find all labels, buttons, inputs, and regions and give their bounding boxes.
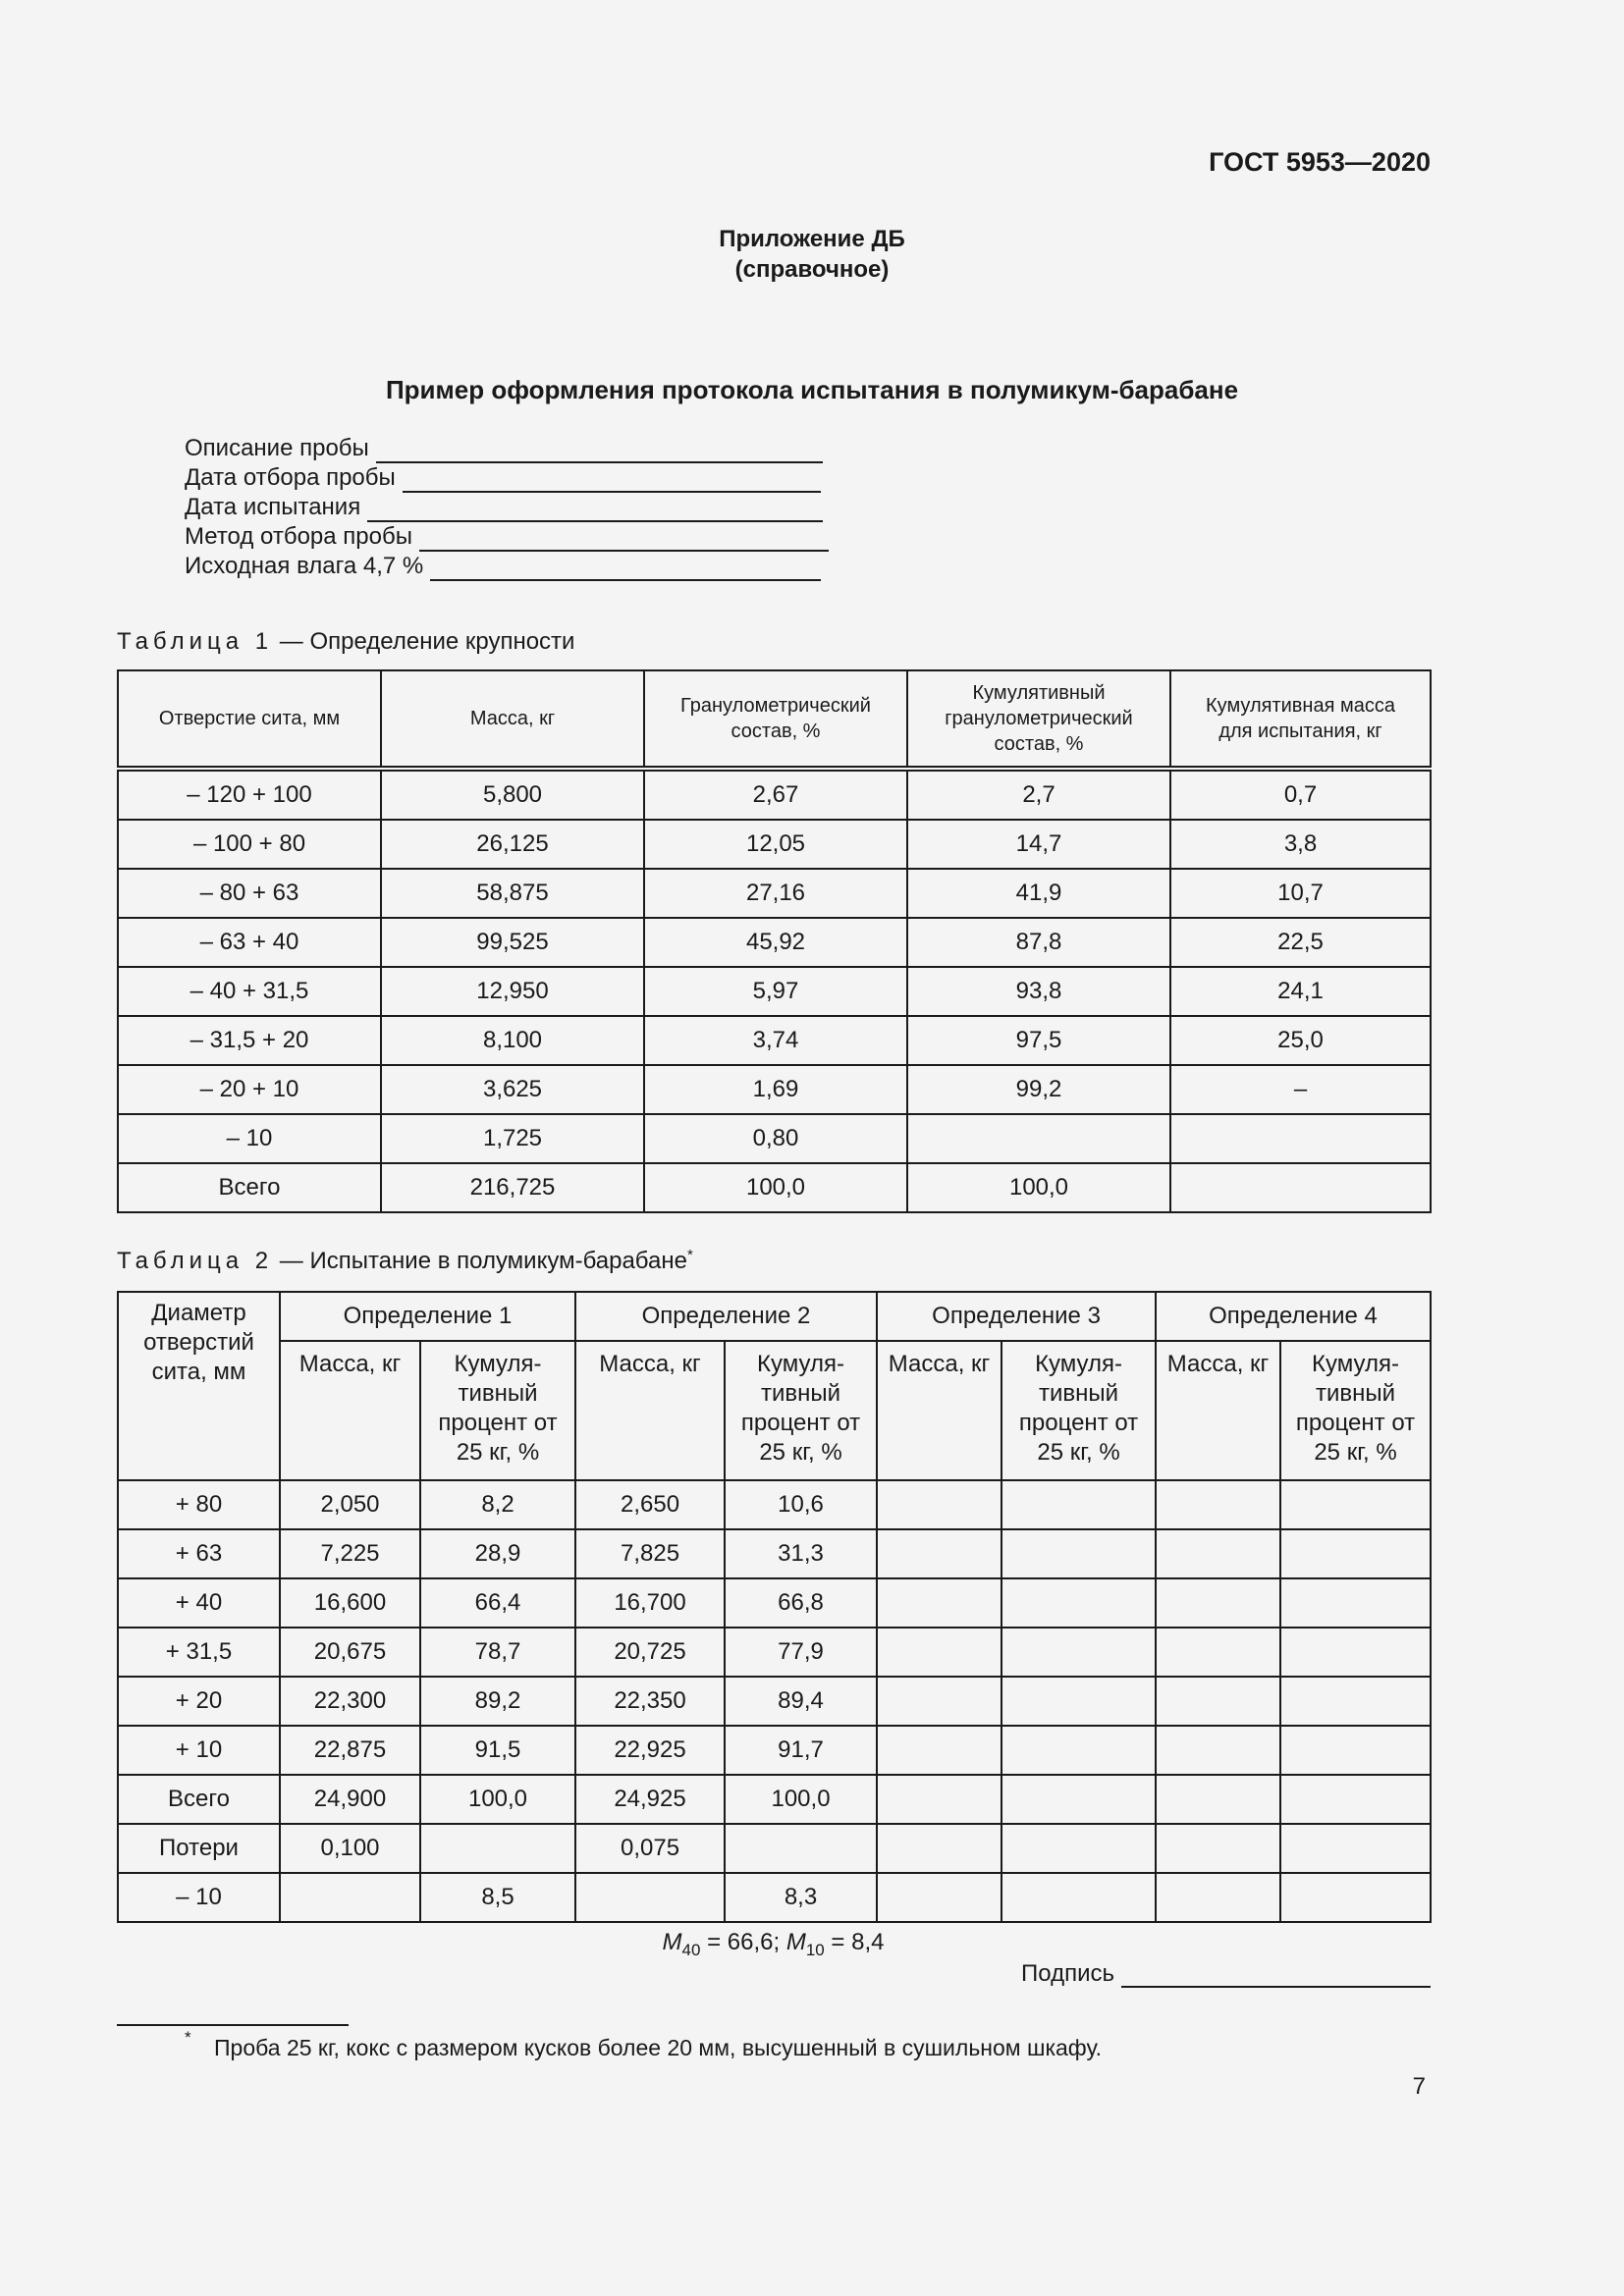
table-group-header-row [118, 1292, 1431, 1341]
field-blank-line[interactable] [403, 469, 821, 493]
table-row [118, 918, 1431, 967]
column-header: Отверстие сита, мм [118, 670, 381, 769]
table-cell [1280, 1578, 1431, 1628]
table-cell: 14,7 [907, 820, 1170, 869]
table-cell: 5,800 [381, 769, 644, 820]
table-cell: 1,69 [644, 1065, 907, 1114]
column-header-mass: Масса, кг [877, 1341, 1001, 1480]
table-cell [420, 1824, 575, 1873]
table2-caption [117, 1247, 693, 1275]
table-cell: 3,625 [381, 1065, 644, 1114]
document-code: ГОСТ 5953—2020 [1209, 147, 1431, 177]
table-cell [1156, 1529, 1280, 1578]
field-blank-line[interactable] [367, 499, 823, 522]
table-cell: 45,92 [644, 918, 907, 967]
table-cell: 2,67 [644, 769, 907, 820]
table-cell: 93,8 [907, 967, 1170, 1016]
protocol-fields [185, 434, 829, 581]
table-cell [280, 1873, 420, 1922]
table-cell: 2,050 [280, 1480, 420, 1529]
table2-caption-text: — Испытание в полумикум-барабане [273, 1248, 687, 1274]
table-cell: 8,5 [420, 1873, 575, 1922]
table-row [118, 967, 1431, 1016]
field-row [185, 434, 829, 463]
table-cell [575, 1873, 725, 1922]
table-cell: 1,725 [381, 1114, 644, 1163]
table-cell: 12,950 [381, 967, 644, 1016]
table-cell: 100,0 [907, 1163, 1170, 1212]
row-label-cell: – 40 + 31,5 [118, 967, 381, 1016]
table-cell: 27,16 [644, 869, 907, 918]
table-row [118, 769, 1431, 820]
table-row [118, 1163, 1431, 1212]
table-cell: 87,8 [907, 918, 1170, 967]
table-cell: 2,650 [575, 1480, 725, 1529]
field-row [185, 522, 829, 552]
field-row [185, 463, 829, 493]
row-label-cell: – 100 + 80 [118, 820, 381, 869]
table-cell: 24,900 [280, 1775, 420, 1824]
table-row [118, 1065, 1431, 1114]
table-cell [907, 1114, 1170, 1163]
table2-caption-prefix: Таблица 2 [117, 1248, 274, 1274]
table-cell: 20,725 [575, 1628, 725, 1677]
table-cell [877, 1480, 1001, 1529]
table-row [118, 1726, 1431, 1775]
table-cell [1001, 1480, 1156, 1529]
formula-symbol: M [662, 1929, 682, 1955]
annex-title: Приложение ДБ [719, 226, 905, 252]
table1-caption [117, 628, 574, 656]
field-label: Дата отбора пробы [185, 464, 396, 491]
formula-subscript: 10 [805, 1940, 825, 1959]
row-label-cell: – 20 + 10 [118, 1065, 381, 1114]
table-cell [725, 1824, 877, 1873]
table-cell: 24,1 [1170, 967, 1431, 1016]
table-header-row [118, 670, 1431, 769]
column-header: Кумулятивная масса для испытания, кг [1170, 670, 1431, 769]
table-sieve-analysis [117, 669, 1432, 1213]
column-header-mass: Масса, кг [280, 1341, 420, 1480]
row-label-cell: + 63 [118, 1529, 280, 1578]
table-cell: 10,7 [1170, 869, 1431, 918]
field-blank-line[interactable] [430, 558, 821, 581]
table-row [118, 1775, 1431, 1824]
column-header: Кумулятивный гранулометрический состав, % [907, 670, 1170, 769]
formula-symbol: M [785, 1929, 806, 1955]
table-cell [1280, 1775, 1431, 1824]
row-label-cell: – 31,5 + 20 [118, 1016, 381, 1065]
footnote-divider [117, 2024, 349, 2026]
table-cell: 97,5 [907, 1016, 1170, 1065]
table-cell: 16,600 [280, 1578, 420, 1628]
table-cell: 216,725 [381, 1163, 644, 1212]
table-cell: 0,075 [575, 1824, 725, 1873]
table-cell: 89,2 [420, 1677, 575, 1726]
annex-subtitle: (справочное) [734, 256, 890, 283]
table-cell [1280, 1873, 1431, 1922]
column-header-diameter: Диаметр отверстий сита, мм [118, 1292, 280, 1480]
table-row [118, 1677, 1431, 1726]
table-cell: 66,4 [420, 1578, 575, 1628]
signature-block [1021, 1960, 1431, 1988]
field-label: Метод отбора пробы [185, 523, 412, 550]
column-header-cumulative: Кумуля-тивный процент от 25 кг, % [420, 1341, 575, 1480]
table-row [118, 1824, 1431, 1873]
table-cell: 22,5 [1170, 918, 1431, 967]
table-row [118, 1578, 1431, 1628]
row-label-cell: – 10 [118, 1114, 381, 1163]
table-cell [877, 1726, 1001, 1775]
table-cell: 78,7 [420, 1628, 575, 1677]
page-number: 7 [1412, 2073, 1426, 2100]
table-cell [1280, 1529, 1431, 1578]
table-cell: – [1170, 1065, 1431, 1114]
table-cell [1156, 1578, 1280, 1628]
table-cell: 58,875 [381, 869, 644, 918]
table-cell: 89,4 [725, 1677, 877, 1726]
field-label: Дата испытания [185, 494, 361, 520]
table-cell: 66,8 [725, 1578, 877, 1628]
table-cell: 2,7 [907, 769, 1170, 820]
formula-value: = 66,6; [700, 1929, 786, 1955]
group-header-determination-2: Определение 2 [575, 1292, 877, 1341]
table-cell [1170, 1114, 1431, 1163]
field-label: Описание пробы [185, 435, 369, 461]
column-header: Гранулометрический состав, % [644, 670, 907, 769]
main-title: Пример оформления протокола испытания в полумикум-барабане [385, 375, 1239, 404]
table-cell [877, 1873, 1001, 1922]
table-cell: 41,9 [907, 869, 1170, 918]
row-label-cell: – 63 + 40 [118, 918, 381, 967]
table-cell [1001, 1873, 1156, 1922]
group-header-determination-4: Определение 4 [1156, 1292, 1431, 1341]
table-cell: 99,2 [907, 1065, 1170, 1114]
table-cell: 5,97 [644, 967, 907, 1016]
table-row [118, 1016, 1431, 1065]
table-cell: 28,9 [420, 1529, 575, 1578]
table-cell: 100,0 [644, 1163, 907, 1212]
table-subheader-row [118, 1341, 1431, 1480]
table-cell [1001, 1677, 1156, 1726]
table-cell: 22,875 [280, 1726, 420, 1775]
column-header-mass: Масса, кг [575, 1341, 725, 1480]
table-cell [877, 1775, 1001, 1824]
table-row [118, 869, 1431, 918]
row-label-cell: + 80 [118, 1480, 280, 1529]
table-cell [1001, 1529, 1156, 1578]
group-header-determination-1: Определение 1 [280, 1292, 575, 1341]
footnote-text: Проба 25 кг, кокс с размером кусков более 20 мм, высушенный в сушильном шкафу. [214, 2035, 1103, 2060]
table-cell: 26,125 [381, 820, 644, 869]
field-label: Исходная влага 4,7 % [185, 553, 424, 579]
table-cell [1001, 1824, 1156, 1873]
table-row [118, 1873, 1431, 1922]
table-cell: 25,0 [1170, 1016, 1431, 1065]
table-cell: 22,300 [280, 1677, 420, 1726]
formula-subscript: 40 [681, 1940, 701, 1959]
table-cell: 0,7 [1170, 769, 1431, 820]
field-row [185, 493, 829, 522]
table-cell: 3,74 [644, 1016, 907, 1065]
row-label-cell: + 10 [118, 1726, 280, 1775]
table-row [118, 1529, 1431, 1578]
table-cell [877, 1824, 1001, 1873]
table-cell: 16,700 [575, 1578, 725, 1628]
column-header-mass: Масса, кг [1156, 1341, 1280, 1480]
table-cell: 7,225 [280, 1529, 420, 1578]
table-drum-test [117, 1291, 1432, 1923]
table-cell: 100,0 [420, 1775, 575, 1824]
row-label-cell: – 120 + 100 [118, 769, 381, 820]
table-cell [1156, 1873, 1280, 1922]
row-label-cell: Всего [118, 1775, 280, 1824]
table-cell: 8,100 [381, 1016, 644, 1065]
table-cell [1156, 1628, 1280, 1677]
table-cell: 22,925 [575, 1726, 725, 1775]
table-cell [1156, 1480, 1280, 1529]
table-cell: 31,3 [725, 1529, 877, 1578]
table-cell: 8,3 [725, 1873, 877, 1922]
signature-label: Подпись [1021, 1960, 1114, 1987]
table-cell: 8,2 [420, 1480, 575, 1529]
table-cell [1280, 1726, 1431, 1775]
table-cell: 91,5 [420, 1726, 575, 1775]
table-cell [877, 1529, 1001, 1578]
table1-caption-prefix: Таблица 1 [117, 628, 274, 655]
table1-caption-text: — Определение крупности [273, 628, 575, 655]
table-cell [1156, 1775, 1280, 1824]
signature-line[interactable] [1121, 1964, 1431, 1988]
table-cell [1001, 1578, 1156, 1628]
field-blank-line[interactable] [376, 440, 823, 463]
column-header: Масса, кг [381, 670, 644, 769]
row-label-cell: – 80 + 63 [118, 869, 381, 918]
row-label-cell: Всего [118, 1163, 381, 1212]
table-row [118, 1628, 1431, 1677]
table-cell [1001, 1775, 1156, 1824]
table-cell [1001, 1726, 1156, 1775]
field-row [185, 552, 829, 581]
row-label-cell: – 10 [118, 1873, 280, 1922]
row-label-cell: + 40 [118, 1578, 280, 1628]
table-cell: 22,350 [575, 1677, 725, 1726]
row-label-cell: + 20 [118, 1677, 280, 1726]
table-cell [1156, 1824, 1280, 1873]
table-cell: 77,9 [725, 1628, 877, 1677]
result-formula [0, 1929, 1546, 1960]
table-cell [1280, 1480, 1431, 1529]
footnote-mark: * [185, 2028, 191, 2047]
row-label-cell: Потери [118, 1824, 280, 1873]
table-cell: 12,05 [644, 820, 907, 869]
table-cell [1001, 1628, 1156, 1677]
table-cell [877, 1578, 1001, 1628]
footnote-reference: * [686, 1247, 693, 1263]
table-cell: 3,8 [1170, 820, 1431, 869]
table-cell: 24,925 [575, 1775, 725, 1824]
table-cell [1156, 1726, 1280, 1775]
table-cell: 100,0 [725, 1775, 877, 1824]
table-cell: 10,6 [725, 1480, 877, 1529]
table-cell [1280, 1824, 1431, 1873]
row-label-cell: + 31,5 [118, 1628, 280, 1677]
table-row [118, 1480, 1431, 1529]
formula-value: = 8,4 [824, 1929, 885, 1955]
column-header-cumulative: Кумуля-тивный процент от 25 кг, % [725, 1341, 877, 1480]
table-cell: 7,825 [575, 1529, 725, 1578]
table-cell: 91,7 [725, 1726, 877, 1775]
table-cell [877, 1628, 1001, 1677]
table-cell: 20,675 [280, 1628, 420, 1677]
table-cell: 0,80 [644, 1114, 907, 1163]
table-row [118, 1114, 1431, 1163]
table-cell [877, 1677, 1001, 1726]
table-cell [1156, 1677, 1280, 1726]
column-header-cumulative: Кумуля-тивный процент от 25 кг, % [1280, 1341, 1431, 1480]
table-cell [1170, 1163, 1431, 1212]
table-cell: 0,100 [280, 1824, 420, 1873]
table-cell [1280, 1677, 1431, 1726]
table-row [118, 820, 1431, 869]
table-cell [1280, 1628, 1431, 1677]
group-header-determination-3: Определение 3 [877, 1292, 1156, 1341]
column-header-cumulative: Кумуля-тивный процент от 25 кг, % [1001, 1341, 1156, 1480]
field-blank-line[interactable] [419, 528, 829, 552]
table-cell: 99,525 [381, 918, 644, 967]
